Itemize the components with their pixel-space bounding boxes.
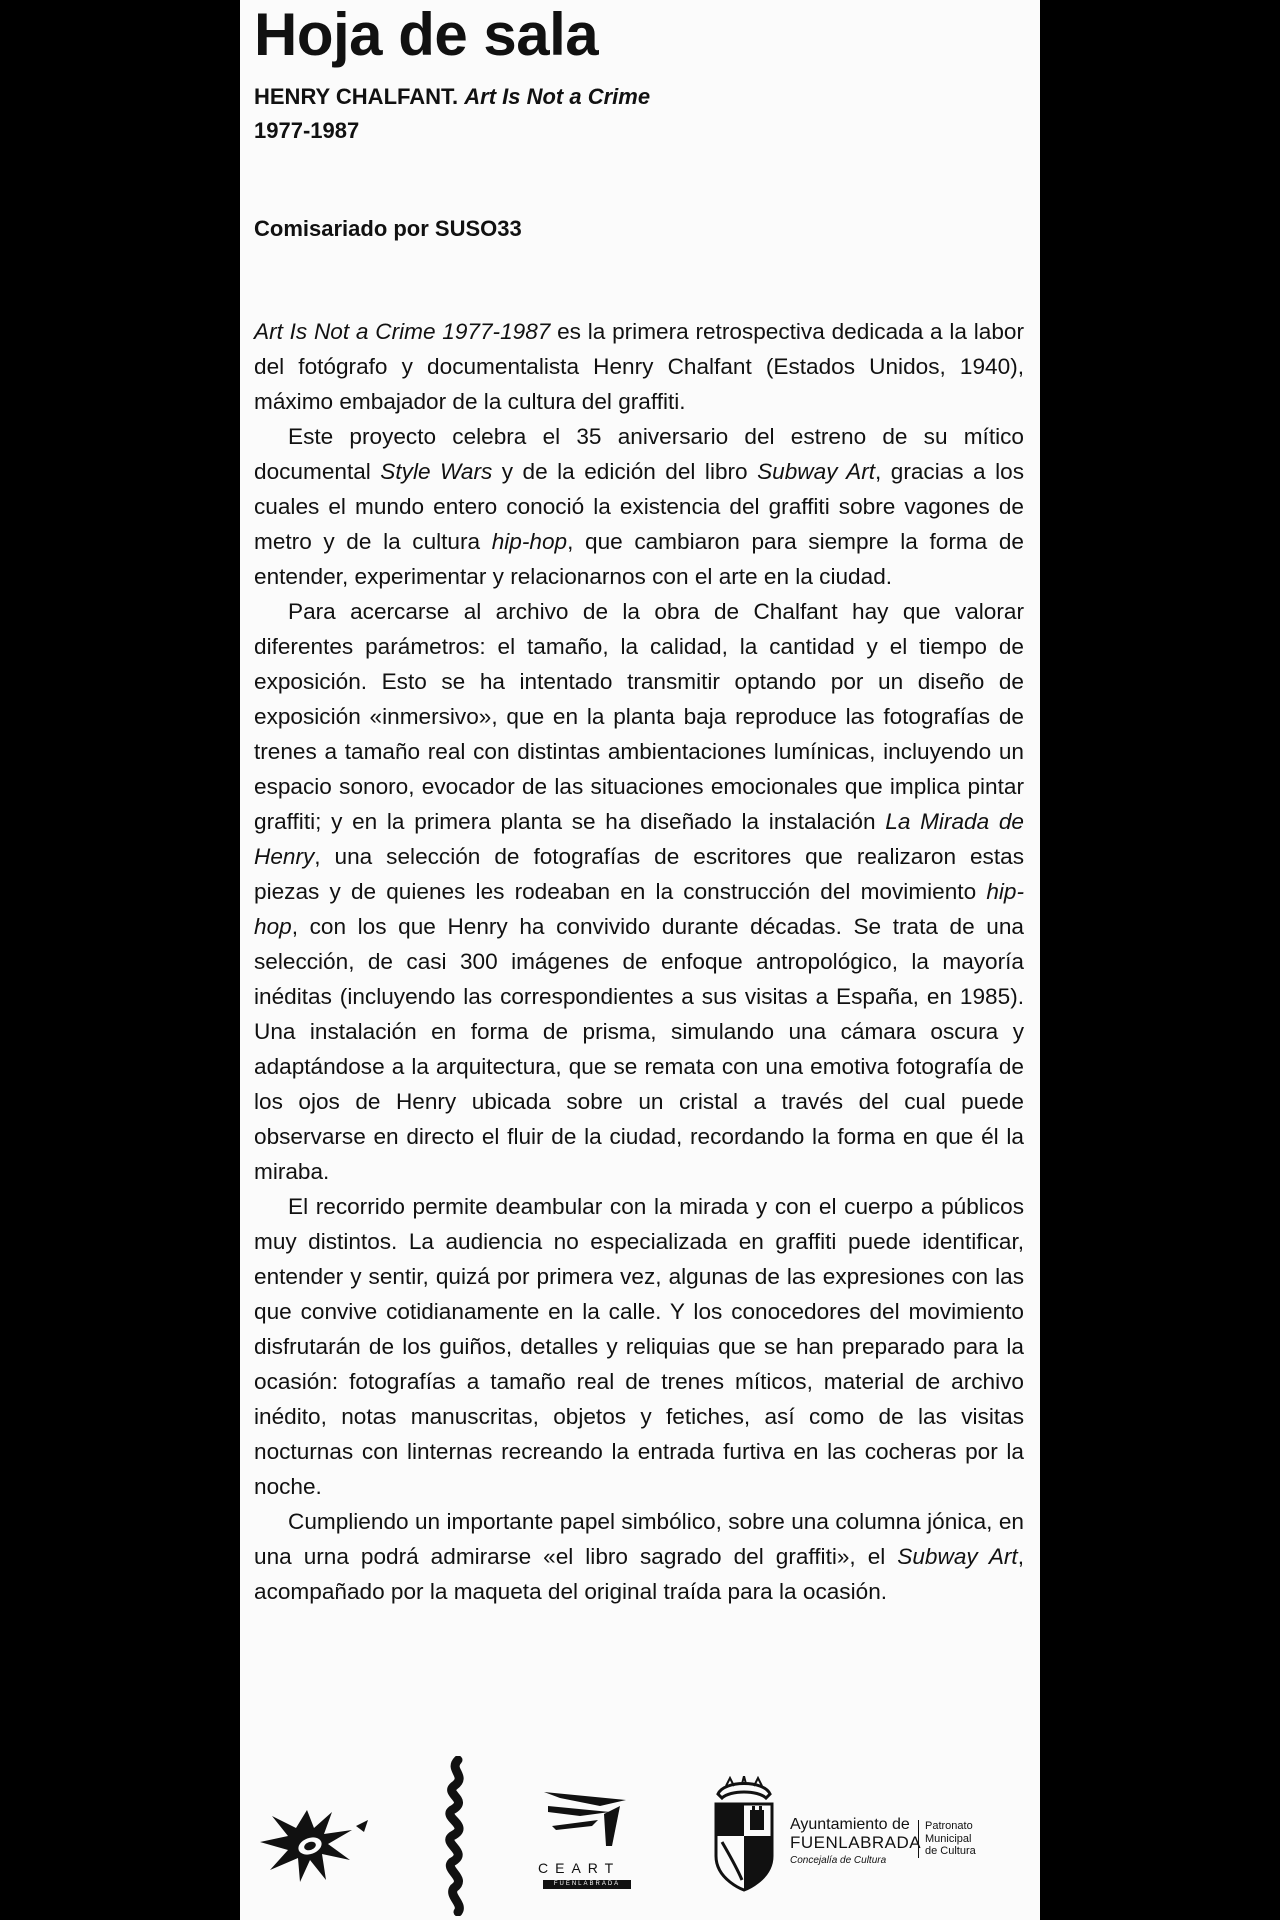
p3-mirada: La Mirada de Henry: [254, 809, 1024, 869]
hoja-de-sala-page: [240, 0, 1040, 1920]
ayto-line-2: FUENLABRADA: [790, 1833, 922, 1852]
page-title: Hoja de sala: [254, 1, 599, 68]
ayto-line-1: Ayuntamiento de: [790, 1816, 910, 1833]
p2-subway-art: Subway Art: [757, 459, 875, 484]
exhibition-heading: [254, 80, 650, 114]
patronato-line-3: de Cultura: [925, 1845, 976, 1857]
ceart-label: CEART: [538, 1860, 621, 1876]
p3-b: , una selección de fotografías de escritores que realizaron estas piezas y de quienes les rodeaban en la construcción del movimiento: [254, 844, 1024, 904]
vertical-scribble-logo-icon: [440, 1756, 476, 1916]
p5-b: , acompañado por la maqueta del original traída para la ocasión.: [254, 1544, 1024, 1604]
paragraph-5: [254, 1504, 1024, 1609]
p5-a: Cumpliendo un importante papel simbólico, sobre una columna jónica, en una urna podrá admirarse «el libro sagrado del graffiti», el: [254, 1509, 1024, 1569]
ayto-line-3: Concejalía de Cultura: [790, 1855, 887, 1866]
p3-a: Para acercarse al archivo de la obra de Chalfant hay que valorar diferentes parámetros: el tamaño, la calidad, la cantidad y el tiempo de exposición. Esto se ha intentado transmitir optando por un diseño de exposición «inmersivo», que en la planta baja reproduce las fotografías de trenes a tamaño real con distintas ambientaciones lumínicas, incluyendo un espacio sonoro, evocador de las situaciones emocionales que implica pintar graffiti; y en la primera planta se ha diseñado la instalación: [254, 599, 1024, 834]
p5-subway-art: Subway Art: [897, 1544, 1018, 1569]
paragraph-4: El recorrido permite deambular con la mirada y con el cuerpo a públicos muy distintos. La audiencia no especializada en graffiti puede identificar, entender y sentir, quizá por primera vez, algunas de las expresiones con las que convive cotidianamente en la calle. Y los conocedores del movimiento disfrutarán de los guiños, detalles y reliquias que se han preparado para la ocasión: fotografías a tamaño real de trenes míticos, material de archivo inédito, notas manuscritas, objetos y fetiches, así como de las visitas nocturnas con linternas recreando la entrada furtiva en las cocheras por la noche.: [254, 1194, 1024, 1499]
patronato-text: [918, 1820, 976, 1858]
curator-line: Comisariado por SUSO33: [254, 216, 522, 241]
patronato-line-2: Municipal: [925, 1832, 972, 1845]
p2-hiphop: hip-hop: [491, 529, 568, 554]
patronato-line-1: Patronato: [925, 1820, 973, 1832]
exhibition-title: Art Is Not a Crime: [464, 84, 651, 109]
p2-b: y de la edición del libro: [492, 459, 758, 484]
p1-text: es la primera retrospectiva dedicada a la labor del fotógrafo y documentalista Henry Chalfant (Estados Unidos, 1940), máximo embajador de la cultura del graffiti.: [254, 319, 1024, 414]
p2-a: Este proyecto celebra el 35 aniversario del estreno de su mítico documental: [254, 424, 1024, 484]
paragraph-3: [254, 594, 1024, 1189]
fuenlabrada-coat-of-arms-icon: [708, 1776, 780, 1896]
p3-hiphop: hip-hop: [254, 879, 1024, 939]
exhibition-years: 1977-1987: [254, 118, 360, 143]
paragraph-1: [254, 314, 1024, 419]
p2-d: , que cambiaron para siempre la forma de entender, experimentar y relacionarnos con el arte en la ciudad.: [254, 529, 1024, 589]
artist-name: HENRY CHALFANT.: [254, 84, 459, 109]
ayuntamiento-text: [790, 1816, 921, 1870]
p3-c: , con los que Henry ha convivido durante décadas. Se trata de una selección, de casi 300 imágenes de enfoque antropológico, la mayoría inéditas (incluyendo las correspondientes a sus visitas a España, en 1985). Una instalación en forma de prisma, simulando una cámara oscura y adaptándose a la arquitectura, que se remata con una emotiva fotografía de los ojos de Henry ubicada sobre un cristal a través del cual puede observarse en directo el fluir de la ciudad, recordando la forma en que él la miraba.: [254, 914, 1024, 1184]
p2-style-wars: Style Wars: [380, 459, 493, 484]
body-text: [254, 314, 1024, 1609]
paragraph-2: [254, 419, 1024, 594]
ceart-logo-icon: [540, 1786, 630, 1850]
ceart-strip: FUENLABRADA: [543, 1880, 631, 1889]
p1-title: Art Is Not a Crime 1977-1987: [254, 319, 551, 344]
splash-logo-icon: [252, 1790, 372, 1890]
p2-c: , gracias a los cuales el mundo entero conoció la existencia del graffiti sobre vagones de metro y de la cultura: [254, 459, 1024, 554]
